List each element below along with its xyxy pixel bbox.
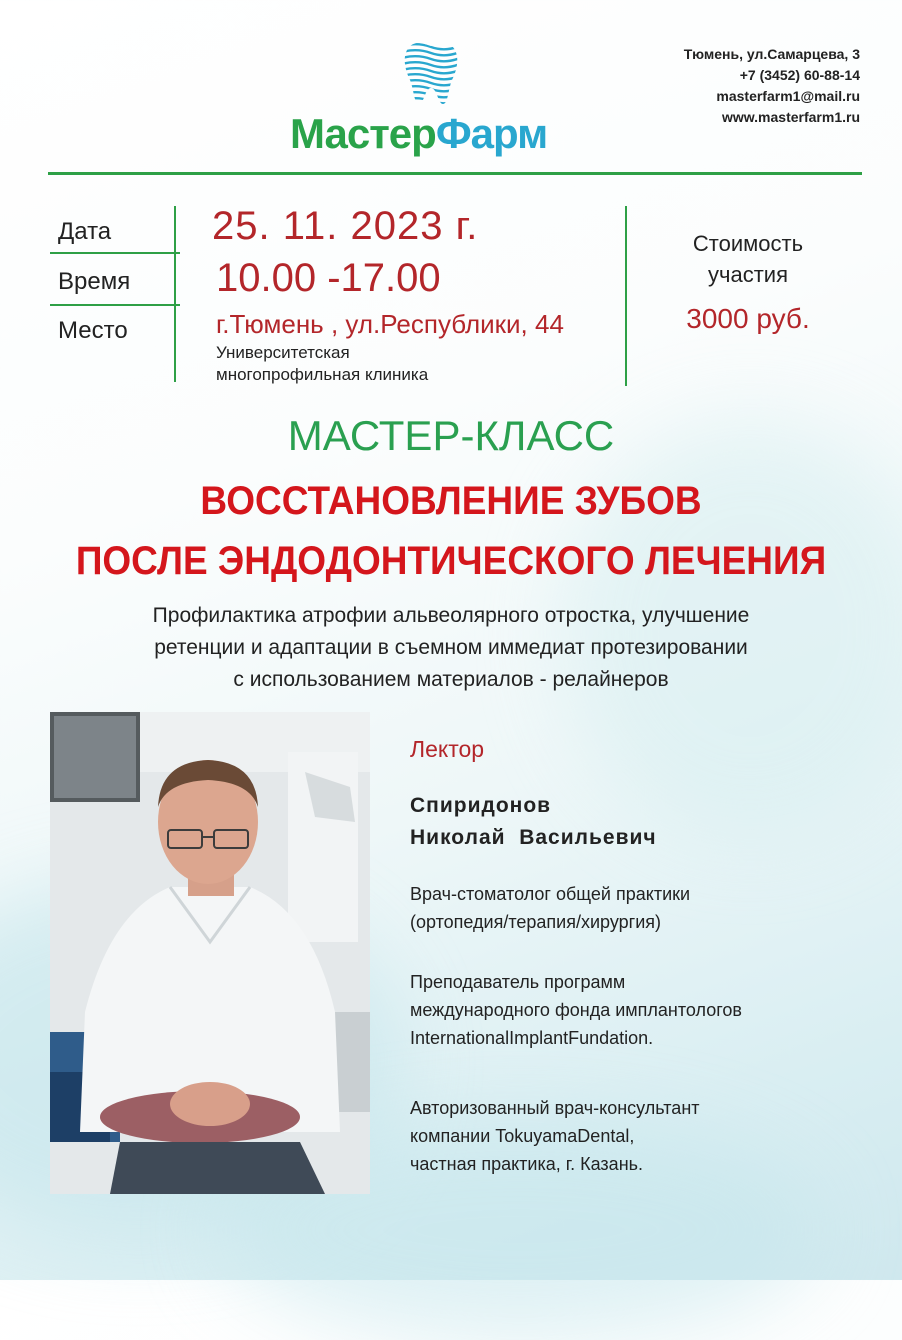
event-date: 25. 11. 2023 г. [212, 204, 479, 248]
lecturer-bio-paragraph [410, 968, 742, 1052]
brand-name [290, 110, 547, 158]
tooth-icon [402, 40, 460, 106]
venue-line: многопрофильная клиника [216, 365, 429, 384]
lecturer-bio-paragraph [410, 880, 690, 936]
bio-line: частная практика, г. Казань. [410, 1154, 644, 1174]
bio-line: Авторизованный врач-консультант [410, 1098, 700, 1118]
bio-line: InternationalImplantFundation. [410, 1028, 654, 1048]
time-label: Время [58, 268, 131, 295]
bio-line: (ортопедия/терапия/хирургия) [410, 912, 661, 932]
description-line: с использованием материалов - релайнеров [233, 668, 669, 691]
lecturer-photo [50, 712, 370, 1194]
cost-label [648, 228, 848, 290]
lecturer-given-names: Николай Васильевич [410, 826, 657, 849]
brand-name-part1: Мастер [290, 110, 436, 157]
masterclass-title-line: ВОССТАНОВЛЕНИЕ ЗУБОВ [200, 478, 702, 523]
contact-address: Тюмень, ул.Самарцева, 3 [683, 46, 860, 62]
cost-label-line: участия [708, 262, 788, 287]
vertical-divider [174, 206, 176, 382]
lecturer-label: Лектор [410, 736, 485, 762]
description-line: ретенции и адаптации в съемном иммедиат протезировании [154, 636, 748, 659]
contacts-block [684, 44, 860, 128]
cost-label-line: Стоимость [692, 231, 804, 256]
event-venue [216, 342, 428, 386]
contact-website[interactable]: www.masterfarm1.ru [722, 109, 860, 125]
brand-name-part2: Фарм [435, 110, 548, 157]
date-label: Дата [58, 218, 112, 245]
event-time: 10.00 -17.00 [216, 256, 441, 300]
lecturer-name [410, 790, 657, 854]
description-line: Профилактика атрофии альвеолярного отростка, улучшение [152, 604, 750, 627]
brand-logo [290, 40, 580, 160]
header-divider [48, 172, 862, 175]
bio-line: Врач-стоматолог общей практики [410, 884, 691, 904]
lecturer-surname: Спиридонов [410, 794, 552, 817]
place-label: Место [58, 317, 128, 344]
bio-line: компании TokuyamaDental, [410, 1126, 635, 1146]
masterclass-title-line: ПОСЛЕ ЭНДОДОНТИЧЕСКОГО ЛЕЧЕНИЯ [75, 538, 827, 583]
masterclass-description [60, 600, 842, 696]
cost-value: 3000 руб. [686, 303, 810, 334]
contact-phone[interactable]: +7 (3452) 60-88-14 [739, 67, 860, 83]
lecturer-bio-paragraph [410, 1094, 700, 1178]
label-divider [50, 304, 180, 306]
event-address: г.Тюмень , ул.Республики, 44 [216, 309, 564, 339]
venue-line: Университетская [216, 343, 350, 362]
label-divider [50, 252, 180, 254]
vertical-divider [625, 206, 627, 386]
bio-line: международного фонда имплантологов [410, 1000, 742, 1020]
masterclass-heading: МАСТЕР-КЛАСС [287, 412, 615, 459]
bio-line: Преподаватель программ [410, 972, 626, 992]
contact-email[interactable]: masterfarm1@mail.ru [716, 88, 860, 104]
